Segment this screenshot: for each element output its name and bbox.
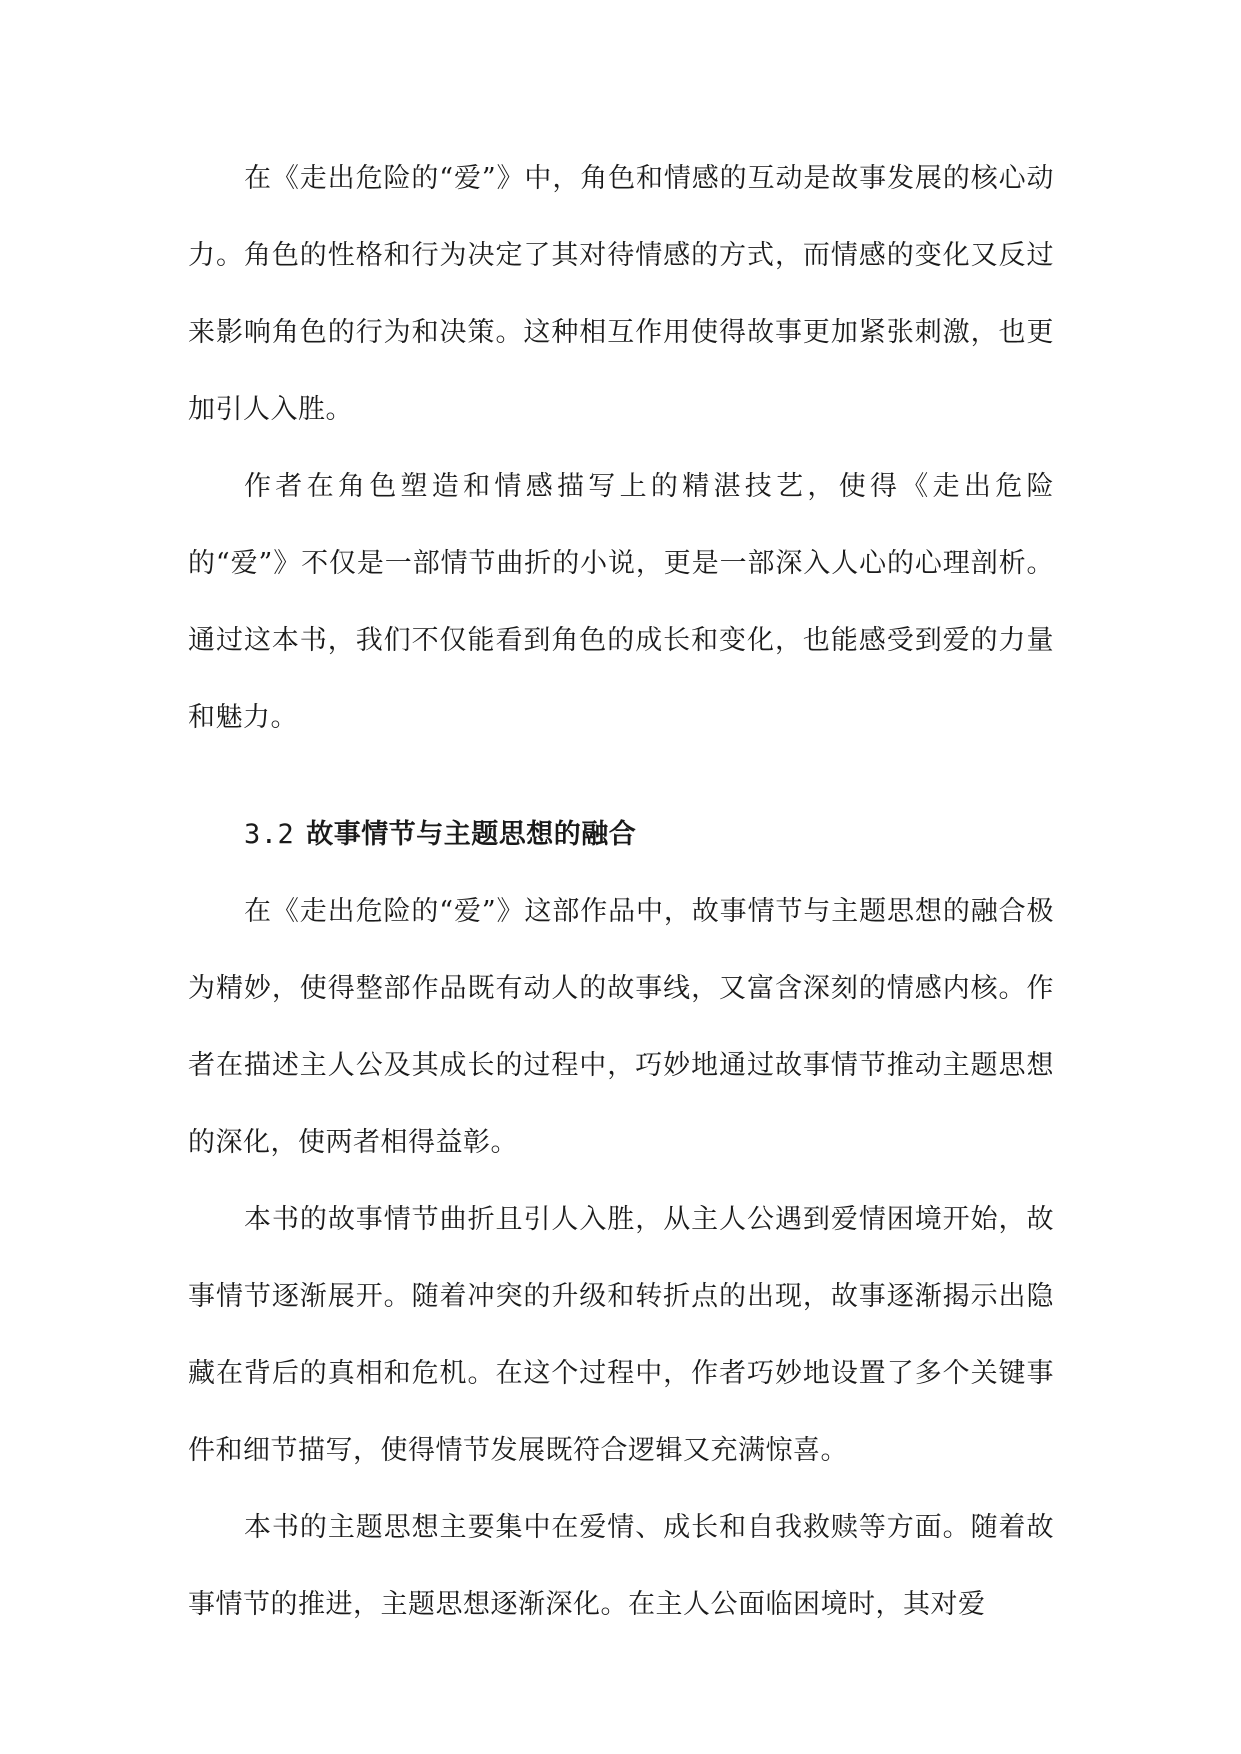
paragraph: 作者在角色塑造和情感描写上的精湛技艺，使得《走出危险的“爱”》不仅是一部情节曲折的小说，更是一部深入人心的心理剖析。通过这本书，我们不仅能看到角色的成长和变化，也能感受到爱的力量和魅力。 [188, 471, 1054, 733]
section-title: 故事情节与主题思想的融合 [306, 819, 637, 850]
paragraph: 在《走出危险的“爱”》这部作品中，故事情节与主题思想的融合极为精妙，使得整部作品既有动人的故事线，又富含深刻的情感内核。作者在描述主人公及其成长的过程中，巧妙地通过故事情节推动主题思想的深化，使两者相得益彰。 [188, 896, 1054, 1158]
paragraph: 本书的故事情节曲折且引人入胜，从主人公遇到爱情困境开始，故事情节逐渐展开。随着冲突的升级和转折点的出现，故事逐渐揭示出隐藏在背后的真相和危机。在这个过程中，作者巧妙地设置了多个关键事件和细节描写，使得情节发展既符合逻辑又充满惊喜。 [188, 1204, 1054, 1466]
page-body [188, 140, 1054, 1643]
section-number: 3.2 [244, 819, 295, 850]
paragraph: 本书的主题思想主要集中在爱情、成长和自我救赎等方面。随着故事情节的推进，主题思想逐渐深化。在主人公面临困境时，其对爱 [188, 1512, 1054, 1620]
section-heading [188, 796, 1054, 873]
paragraph: 在《走出危险的“爱”》中，角色和情感的互动是故事发展的核心动力。角色的性格和行为决定了其对待情感的方式，而情感的变化又反过来影响角色的行为和决策。这种相互作用使得故事更加紧张刺激，也更加引人入胜。 [188, 163, 1054, 425]
